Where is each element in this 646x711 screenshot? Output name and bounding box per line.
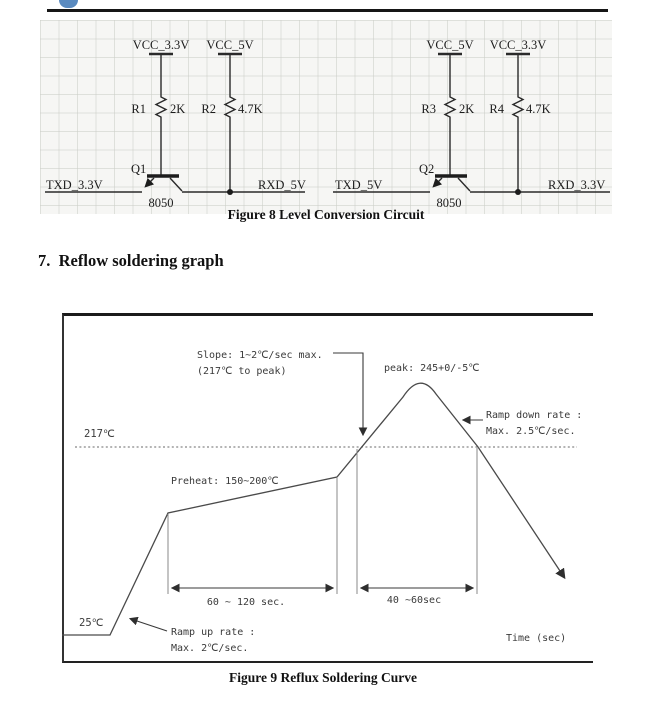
figure8-caption: Figure 8 Level Conversion Circuit xyxy=(227,207,425,222)
resistor-name: R4 xyxy=(489,102,504,116)
temp-217-tick-label: 217℃ xyxy=(84,428,115,440)
resistor-value: 4.7K xyxy=(526,102,551,116)
preheat-label: Preheat: 150~200℃ xyxy=(171,476,279,487)
ramp-down-label-line1: Ramp down rate : xyxy=(486,410,583,421)
figure9-frame xyxy=(62,313,593,663)
time-axis-label: Time (sec) xyxy=(506,633,567,644)
resistor-value: 4.7K xyxy=(238,102,263,116)
net-label-input: TXD_5V xyxy=(335,178,383,192)
vcc-rail-label: VCC_3.3V xyxy=(132,38,190,52)
ramp-up-label-line1: Ramp up rate : xyxy=(171,627,256,638)
slope-label-line2: (217℃ to peak) xyxy=(197,366,287,377)
figure8-grid-background xyxy=(40,20,612,214)
figure9-caption: Figure 9 Reflux Soldering Curve xyxy=(229,670,417,685)
resistor-name: R1 xyxy=(131,102,146,116)
vcc-rail-label: VCC_5V xyxy=(426,38,474,52)
slope-label-line1: Slope: 1~2℃/sec max. xyxy=(197,350,323,361)
resistor-name: R2 xyxy=(201,102,216,116)
header-rule xyxy=(47,9,608,12)
transistor-designator: Q2 xyxy=(419,162,435,176)
resistor-value: 2K xyxy=(170,102,186,116)
reflow-duration-label: 40 ~60sec xyxy=(386,595,442,606)
peak-label: peak: 245+0/-5℃ xyxy=(384,363,480,374)
transistor-part-number: 8050 xyxy=(436,196,462,210)
preheat-duration-label: 60 ~ 120 sec. xyxy=(206,597,286,608)
net-label-input: TXD_3.3V xyxy=(46,178,103,192)
transistor-part-number: 8050 xyxy=(148,196,174,210)
net-label-output: RXD_3.3V xyxy=(548,178,606,192)
vcc-rail-label: VCC_5V xyxy=(206,38,254,52)
logo-fragment-icon xyxy=(59,0,78,8)
ramp-down-label-line2: Max. 2.5℃/sec. xyxy=(486,426,576,437)
resistor-name: R3 xyxy=(421,102,436,116)
vcc-rail-label: VCC_3.3V xyxy=(489,38,547,52)
transistor-designator: Q1 xyxy=(131,162,147,176)
temp-25-tick-label: 25℃ xyxy=(79,617,104,629)
ramp-up-label-line2: Max. 2℃/sec. xyxy=(171,643,249,654)
resistor-value: 2K xyxy=(459,102,475,116)
net-label-output: RXD_5V xyxy=(258,178,306,192)
section-heading: 7. Reflow soldering graph xyxy=(38,251,224,270)
